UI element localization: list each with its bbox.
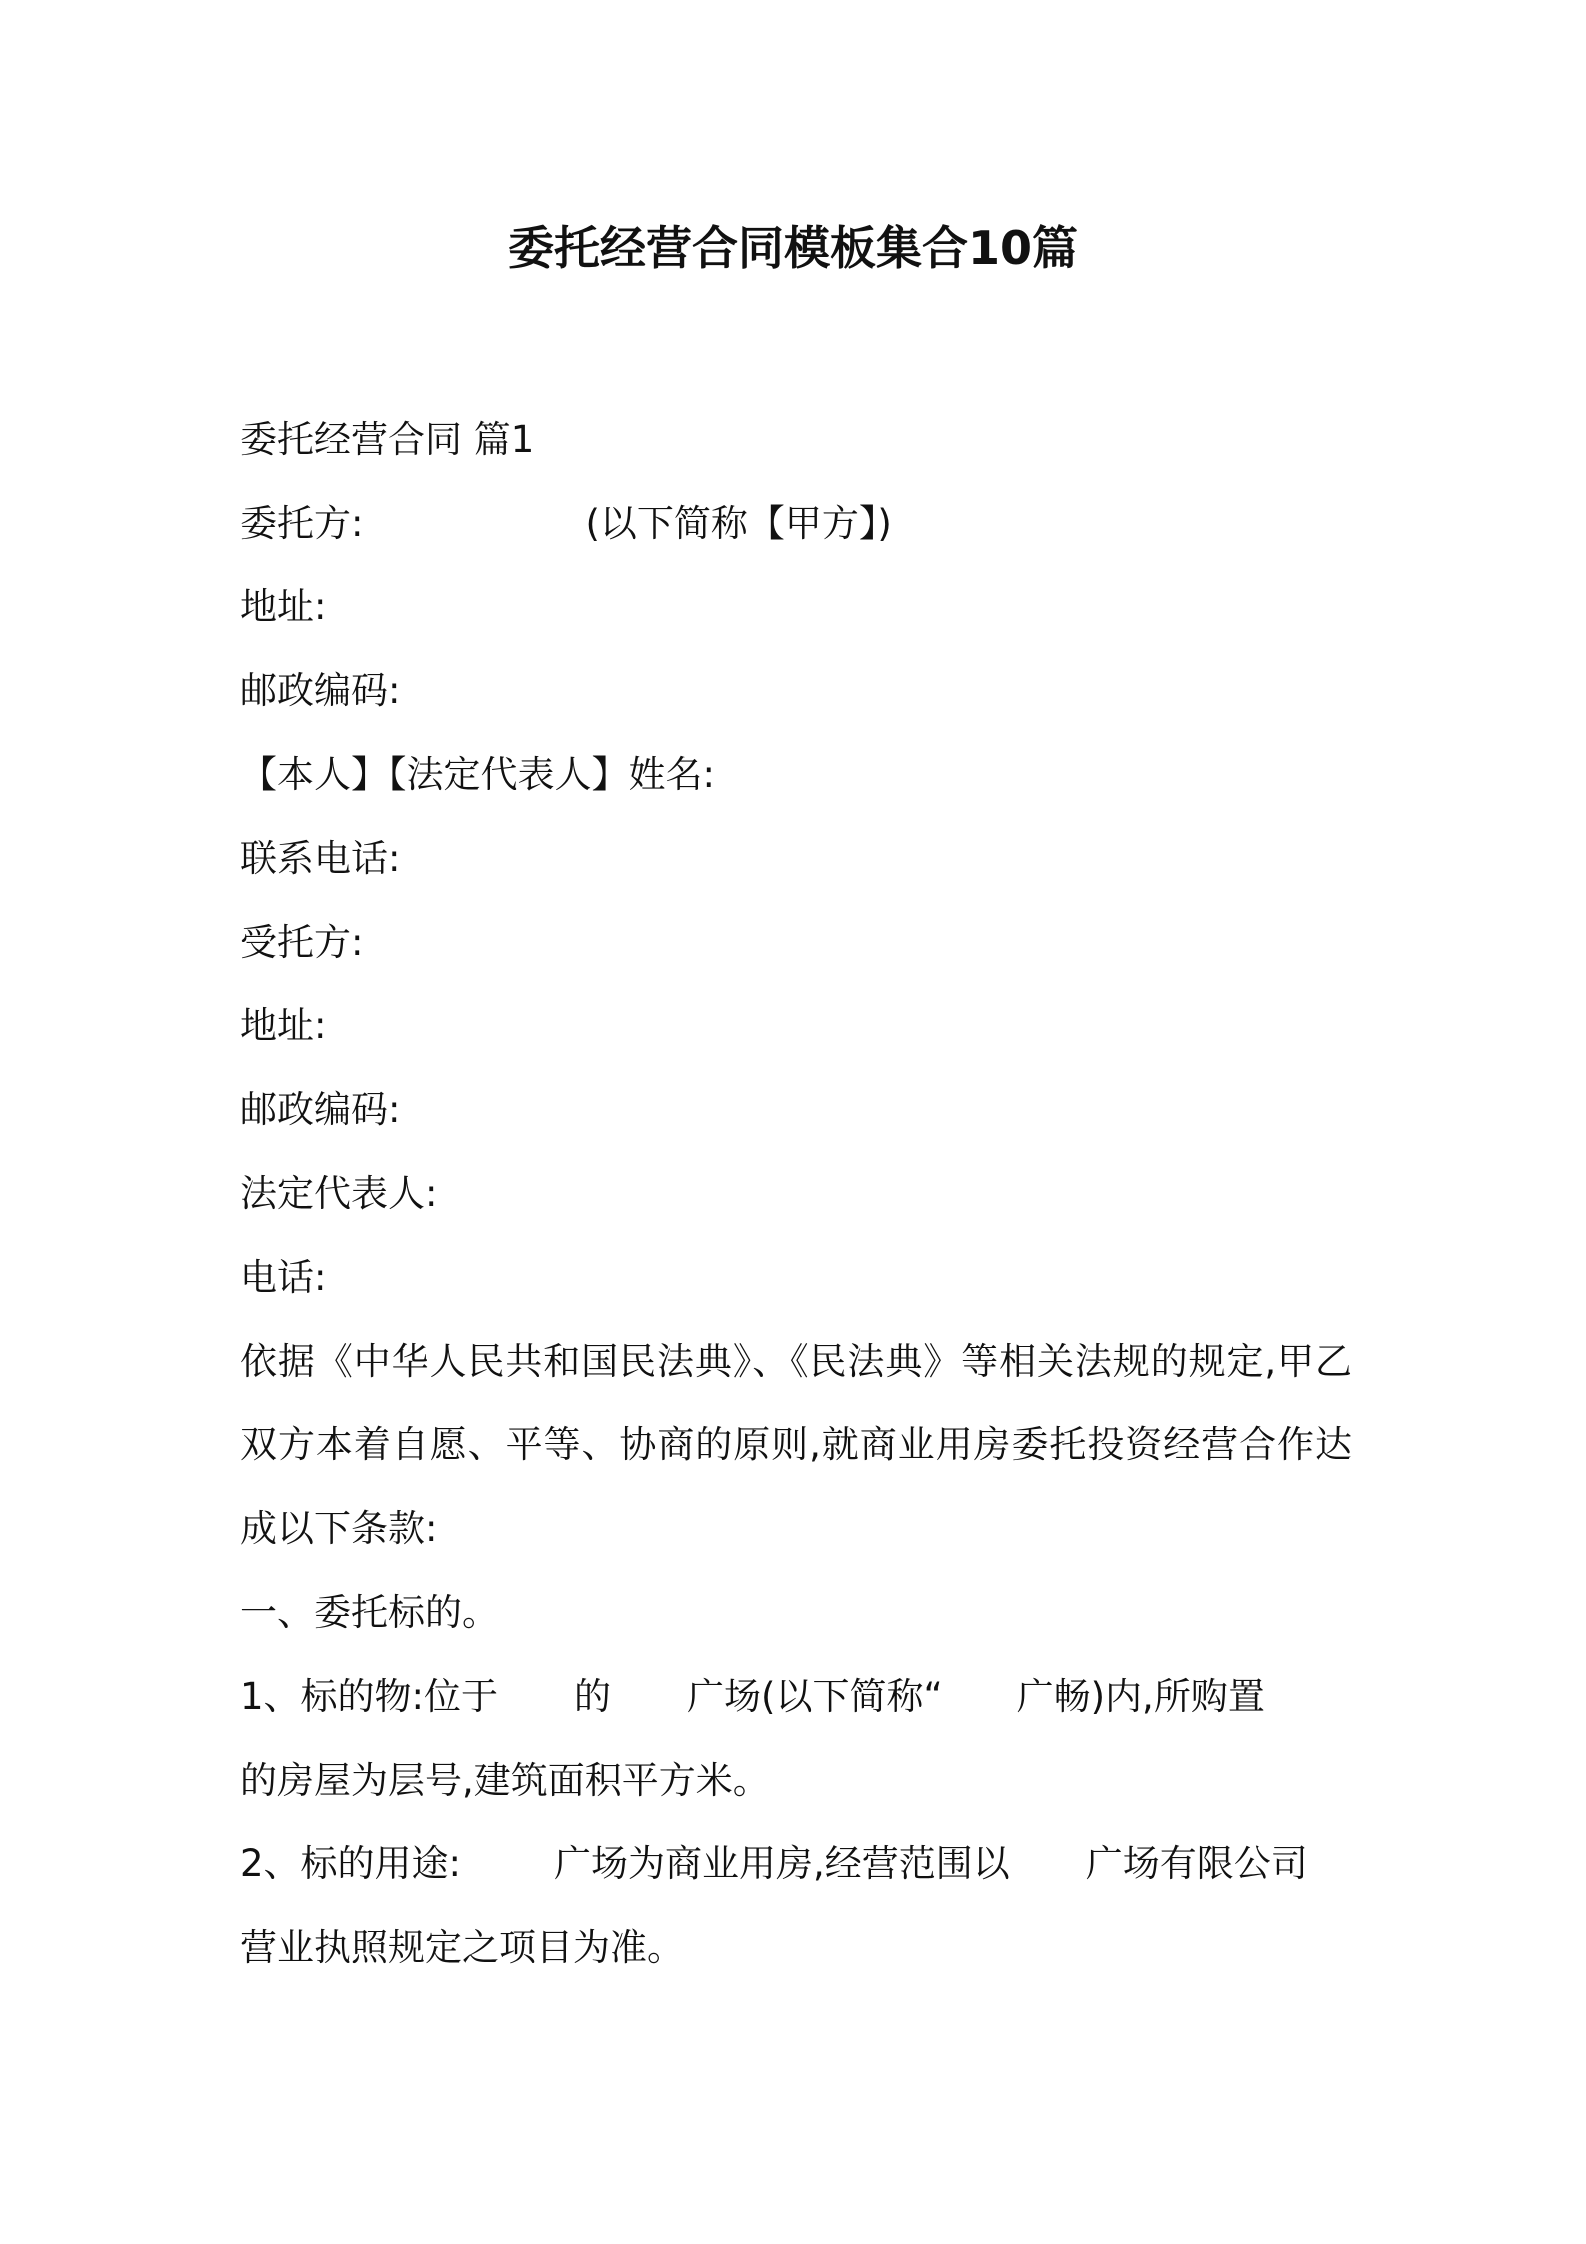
- client-postcode-label: 邮政编码:: [240, 669, 401, 712]
- item-1-line-2: 的房屋为层号,建筑面积平方米。: [240, 1759, 770, 1802]
- trustee-postcode-label: 邮政编码:: [240, 1088, 401, 1131]
- trustee-legal-rep-label: 法定代表人:: [240, 1172, 438, 1215]
- client-suffix: (以下简称【甲方】): [585, 502, 892, 545]
- section-heading: 委托经营合同 篇1: [240, 418, 535, 461]
- preamble-line-2: 双方本着自愿、平等、协商的原则,就商业用房委托投资经营合作达: [240, 1423, 1352, 1466]
- client-address-label: 地址:: [240, 585, 327, 628]
- item-1-line-1: [240, 1672, 1265, 1722]
- item-2-part-a: 2、标的用途:: [240, 1842, 462, 1885]
- preamble-line-1: 依据《中华人民共和国民法典》、《民法典》等相关法规的规定,甲乙: [240, 1340, 1352, 1383]
- item-2-line-1: [240, 1839, 1308, 1889]
- trustee-address-label: 地址:: [240, 1004, 327, 1047]
- client-phone-label: 联系电话:: [240, 837, 401, 880]
- item-2-part-b: 广场为商业用房,经营范围以: [554, 1842, 1010, 1885]
- item-1-part-c: 广场(以下简称“: [687, 1675, 943, 1718]
- item-1-part-b: 的: [574, 1675, 612, 1718]
- trustee-phone-label: 电话:: [240, 1256, 327, 1299]
- preamble-line-3: 成以下条款:: [240, 1507, 438, 1550]
- item-1-part-d: 广畅)内,所购置: [1016, 1675, 1265, 1718]
- item-1-part-a: 1、标的物:位于: [240, 1675, 499, 1718]
- client-label: 委托方:: [240, 502, 364, 545]
- document-title: 委托经营合同模板集合10篇: [507, 221, 1078, 275]
- client-name-label: 【本人】【法定代表人】姓名:: [240, 753, 715, 796]
- item-2-part-c: 广场有限公司: [1085, 1842, 1308, 1885]
- article-1-heading: 一、委托标的。: [240, 1591, 499, 1634]
- trustee-label: 受托方:: [240, 921, 364, 964]
- client-line: [240, 499, 892, 549]
- item-2-line-2: 营业执照规定之项目为准。: [240, 1926, 684, 1969]
